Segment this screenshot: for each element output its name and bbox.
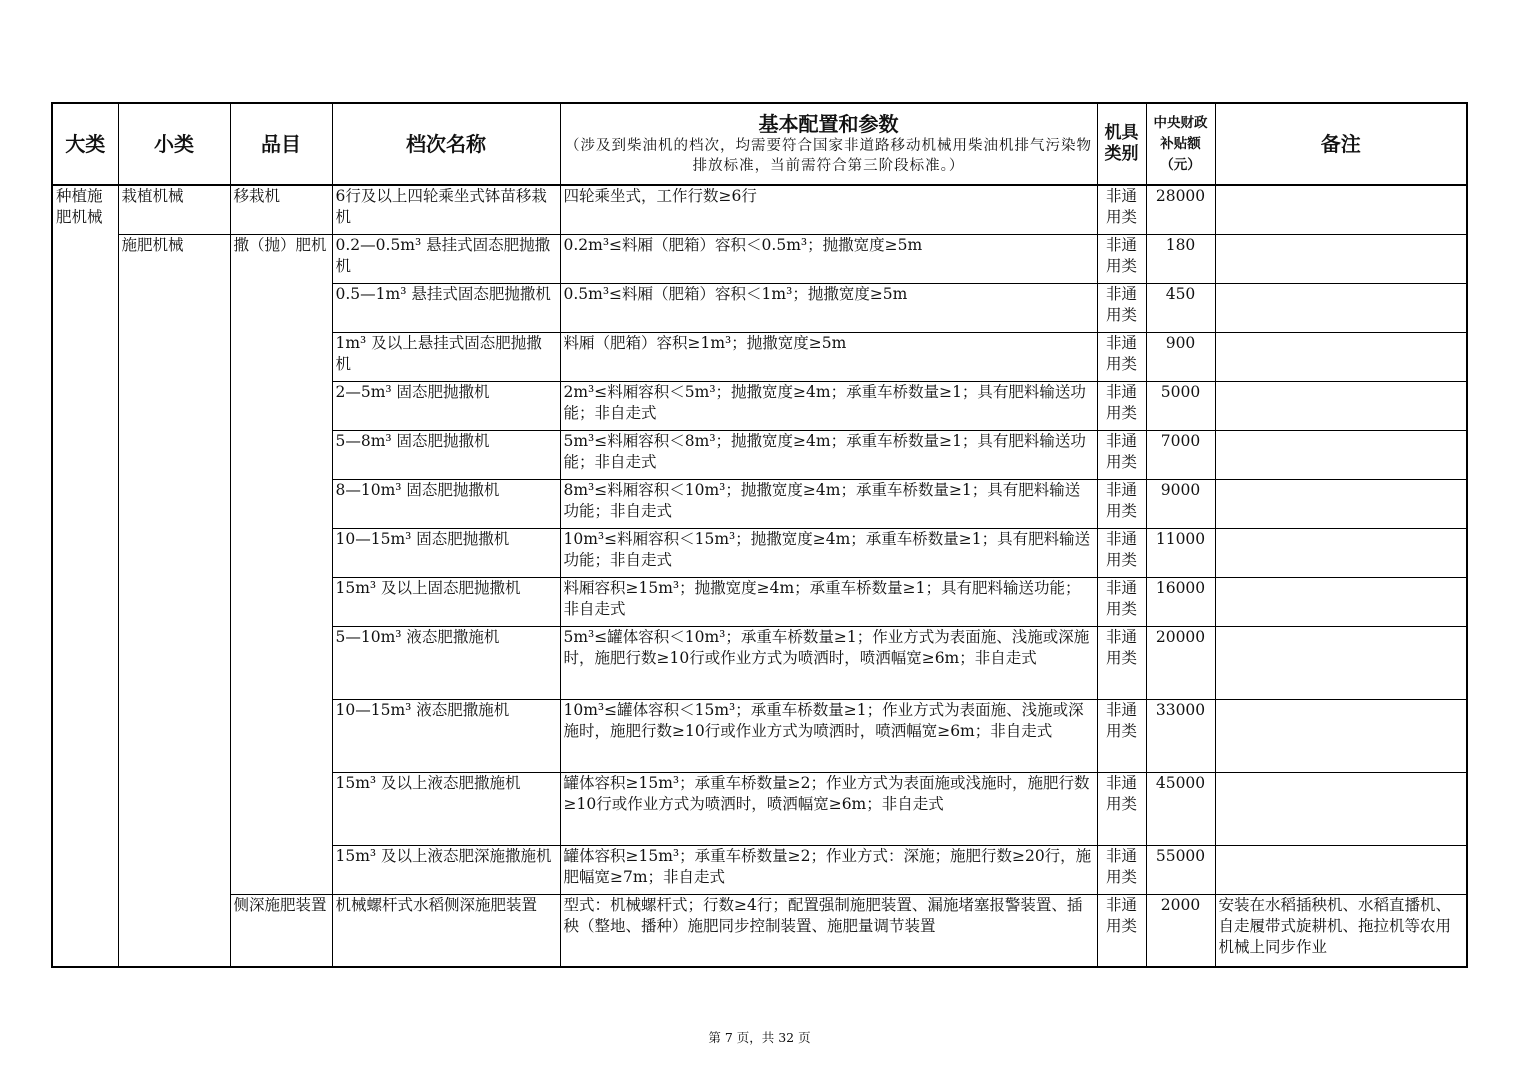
header-subsidy: 中央财政补贴额（元） — [1146, 103, 1215, 185]
machine-category: 非通用类 — [1097, 479, 1146, 528]
subsidy-amount: 900 — [1146, 332, 1215, 381]
config-cell: 罐体容积≥15m³；承重车桥数量≥2；作业方式为表面施或浅施时，施肥行数≥10行或作业方式为喷洒时，喷洒幅宽≥6m；非自走式 — [560, 772, 1097, 845]
config-cell: 5m³≤罐体容积＜10m³；承重车桥数量≥1；作业方式为表面施、浅施或深施时，施肥行数≥10行或作业方式为喷洒时，喷洒幅宽≥6m；非自走式 — [560, 626, 1097, 699]
header-grade-name: 档次名称 — [332, 103, 560, 185]
grade-name: 15m³ 及以上液态肥撒施机 — [332, 772, 560, 845]
header-config — [560, 103, 1097, 185]
machine-category: 非通用类 — [1097, 332, 1146, 381]
remark-cell — [1215, 381, 1467, 430]
subsidy-amount: 33000 — [1146, 699, 1215, 772]
machine-category: 非通用类 — [1097, 381, 1146, 430]
subsidy-amount: 9000 — [1146, 479, 1215, 528]
subsidy-amount: 450 — [1146, 283, 1215, 332]
remark-cell: 安装在水稻插秧机、水稻直播机、自走履带式旋耕机、拖拉机等农用机械上同步作业 — [1215, 894, 1467, 967]
machine-category: 非通用类 — [1097, 528, 1146, 577]
header-item: 品目 — [230, 103, 332, 185]
machine-category: 非通用类 — [1097, 894, 1146, 967]
minor-category: 施肥机械 — [118, 234, 230, 967]
grade-name: 5—10m³ 液态肥撒施机 — [332, 626, 560, 699]
subsidy-amount: 16000 — [1146, 577, 1215, 626]
table-row — [52, 234, 1467, 283]
grade-name: 0.5—1m³ 悬挂式固态肥抛撒机 — [332, 283, 560, 332]
remark-cell — [1215, 699, 1467, 772]
config-cell: 型式：机械螺杆式；行数≥4行；配置强制施肥装置、漏施堵塞报警装置、插秧（整地、播种）施肥同步控制装置、施肥量调节装置 — [560, 894, 1097, 967]
subsidy-amount: 2000 — [1146, 894, 1215, 967]
subsidy-amount: 5000 — [1146, 381, 1215, 430]
config-cell: 罐体容积≥15m³；承重车桥数量≥2；作业方式：深施；施肥行数≥20行，施肥幅宽≥7m；非自走式 — [560, 845, 1097, 894]
grade-name: 机械螺杆式水稻侧深施肥装置 — [332, 894, 560, 967]
config-cell: 8m³≤料厢容积＜10m³；抛撒宽度≥4m；承重车桥数量≥1；具有肥料输送功能；非自走式 — [560, 479, 1097, 528]
subsidy-amount: 7000 — [1146, 430, 1215, 479]
grade-name: 5—8m³ 固态肥抛撒机 — [332, 430, 560, 479]
subsidy-amount: 45000 — [1146, 772, 1215, 845]
config-cell: 2m³≤料厢容积＜5m³；抛撒宽度≥4m；承重车桥数量≥1；具有肥料输送功能；非自走式 — [560, 381, 1097, 430]
machine-category: 非通用类 — [1097, 626, 1146, 699]
config-cell: 料厢容积≥15m³；抛撒宽度≥4m；承重车桥数量≥1；具有肥料输送功能；非自走式 — [560, 577, 1097, 626]
remark-cell — [1215, 528, 1467, 577]
machine-category: 非通用类 — [1097, 185, 1146, 234]
config-cell: 5m³≤料厢容积＜8m³；抛撒宽度≥4m；承重车桥数量≥1；具有肥料输送功能；非自走式 — [560, 430, 1097, 479]
remark-cell — [1215, 234, 1467, 283]
header-config-title: 基本配置和参数 — [758, 112, 899, 136]
item-category: 侧深施肥装置 — [230, 894, 332, 967]
config-cell: 0.2m³≤料厢（肥箱）容积＜0.5m³；抛撒宽度≥5m — [560, 234, 1097, 283]
config-cell: 料厢（肥箱）容积≥1m³；抛撒宽度≥5m — [560, 332, 1097, 381]
header-minor: 小类 — [118, 103, 230, 185]
grade-name: 10—15m³ 固态肥抛撒机 — [332, 528, 560, 577]
item-category: 移栽机 — [230, 185, 332, 234]
grade-name: 8—10m³ 固态肥抛撒机 — [332, 479, 560, 528]
grade-name: 15m³ 及以上液态肥深施撒施机 — [332, 845, 560, 894]
grade-name: 15m³ 及以上固态肥抛撒机 — [332, 577, 560, 626]
config-cell: 0.5m³≤料厢（肥箱）容积＜1m³；抛撒宽度≥5m — [560, 283, 1097, 332]
major-category: 种植施肥机械 — [52, 185, 118, 967]
config-cell: 10m³≤料厢容积＜15m³；抛撒宽度≥4m；承重车桥数量≥1；具有肥料输送功能；非自走式 — [560, 528, 1097, 577]
remark-cell — [1215, 332, 1467, 381]
remark-cell — [1215, 430, 1467, 479]
header-row — [52, 103, 1467, 185]
subsidy-amount: 20000 — [1146, 626, 1215, 699]
subsidy-amount: 55000 — [1146, 845, 1215, 894]
subsidy-amount: 11000 — [1146, 528, 1215, 577]
subsidy-amount: 28000 — [1146, 185, 1215, 234]
remark-cell — [1215, 626, 1467, 699]
grade-name: 10—15m³ 液态肥撒施机 — [332, 699, 560, 772]
machine-category: 非通用类 — [1097, 845, 1146, 894]
remark-cell — [1215, 185, 1467, 234]
remark-cell — [1215, 845, 1467, 894]
machine-category: 非通用类 — [1097, 430, 1146, 479]
page-footer: 第 7 页，共 32 页 — [708, 1030, 811, 1045]
remark-cell — [1215, 577, 1467, 626]
subsidy-table — [51, 102, 1468, 968]
machine-category: 非通用类 — [1097, 577, 1146, 626]
grade-name: 2—5m³ 固态肥抛撒机 — [332, 381, 560, 430]
header-config-note: （涉及到柴油机的档次，均需要符合国家非道路移动机械用柴油机排气污染物排放标准，当前需符合第三阶段标准。） — [565, 138, 1092, 174]
remark-cell — [1215, 479, 1467, 528]
machine-category: 非通用类 — [1097, 772, 1146, 845]
minor-category: 栽植机械 — [118, 185, 230, 234]
table-row — [52, 894, 1467, 967]
header-machine-category: 机具类别 — [1097, 103, 1146, 185]
config-cell: 10m³≤罐体容积＜15m³；承重车桥数量≥1；作业方式为表面施、浅施或深施时，施肥行数≥10行或作业方式为喷洒时，喷洒幅宽≥6m；非自走式 — [560, 699, 1097, 772]
grade-name: 6行及以上四轮乘坐式钵苗移栽机 — [332, 185, 560, 234]
table-row — [52, 185, 1467, 234]
config-cell: 四轮乘坐式，工作行数≥6行 — [560, 185, 1097, 234]
remark-cell — [1215, 772, 1467, 845]
remark-cell — [1215, 283, 1467, 332]
machine-category: 非通用类 — [1097, 283, 1146, 332]
header-major: 大类 — [52, 103, 118, 185]
header-remark: 备注 — [1215, 103, 1467, 185]
grade-name: 0.2—0.5m³ 悬挂式固态肥抛撒机 — [332, 234, 560, 283]
machine-category: 非通用类 — [1097, 234, 1146, 283]
item-category: 撒（抛）肥机 — [230, 234, 332, 894]
machine-category: 非通用类 — [1097, 699, 1146, 772]
grade-name: 1m³ 及以上悬挂式固态肥抛撒机 — [332, 332, 560, 381]
subsidy-amount: 180 — [1146, 234, 1215, 283]
